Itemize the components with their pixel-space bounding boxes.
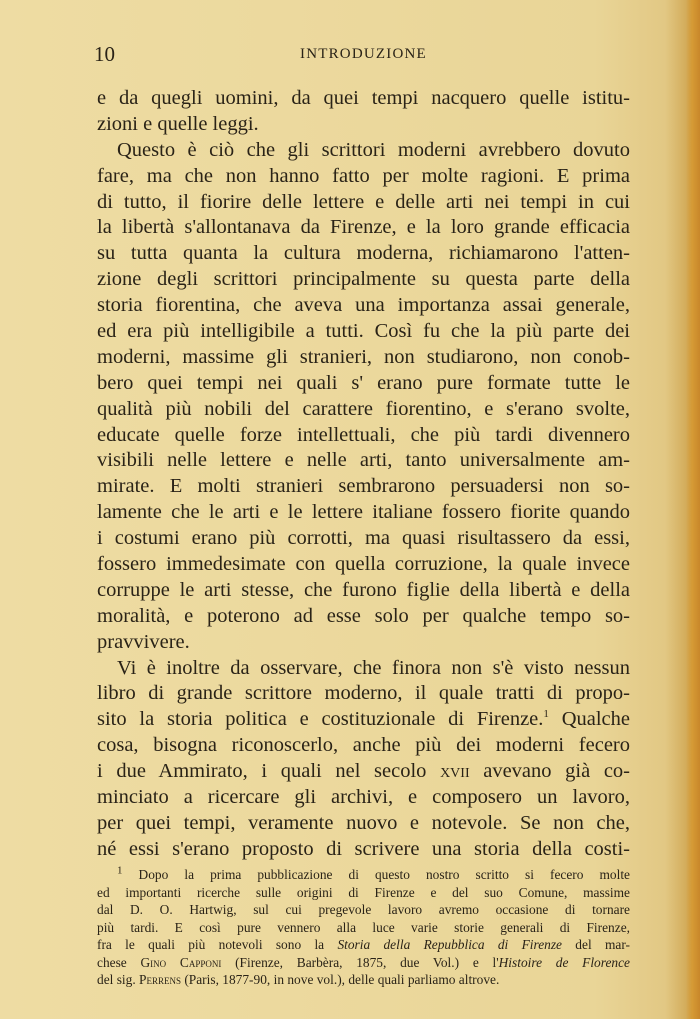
footnote-marker: 1 bbox=[543, 708, 549, 721]
footnote-text: (Firenze, Barbèra, 1875, due Vol.) e l' bbox=[221, 954, 499, 970]
text-line: moderni, massime gli stranieri, non studiarono, non conob- bbox=[97, 345, 630, 368]
text-line: zione degli scrittori principalmente su questa parte della bbox=[97, 268, 630, 291]
text-segment: avevano già co- bbox=[469, 760, 631, 783]
text-line: Vi è inoltre da osservare, che finora non s'è visto nessun bbox=[117, 656, 630, 679]
text-line: né essi s'erano proposto di scrivere una storia della costi- bbox=[97, 837, 630, 860]
text-segment: i due Ammirato, i quali nel secolo bbox=[97, 760, 427, 783]
text-line: libro di grande scrittore moderno, il quale tratti di propo- bbox=[97, 682, 630, 705]
footnote-line bbox=[97, 866, 630, 884]
book-title: Histoire de Florence bbox=[498, 954, 630, 970]
page-header bbox=[94, 42, 628, 68]
footnote-line bbox=[97, 971, 630, 989]
author-name: Gino Capponi bbox=[140, 954, 222, 970]
text-line: minciato a ricercare gli archivi, e composero un lavoro, bbox=[97, 786, 630, 809]
footnote-text: del sig. bbox=[97, 972, 140, 987]
footnote-line: ed importanti ricerche sulle origini di Firenze e del suo Comune, massime bbox=[97, 884, 630, 900]
footnote-line: dal D. O. Hartwig, sul cui pregevole lavoro avremo occasione di tornare bbox=[97, 902, 630, 917]
footnote-number: 1 bbox=[117, 864, 123, 877]
text-segment: sito la storia politica e costituzionale di Firenze. bbox=[97, 708, 544, 731]
text-line: moralità, e poterono ad esse solo per qualche tempo so- bbox=[97, 604, 630, 627]
footnote-text: del mar- bbox=[562, 937, 630, 952]
text-line: per quei tempi, veramente nuovo e notevole. Se non che, bbox=[97, 811, 630, 834]
text-line: qualità più nobili del carattere fiorentino, e s'erano svolte, bbox=[97, 397, 630, 420]
book-title: Storia della Repubblica di Firenze bbox=[337, 937, 562, 952]
footnotes bbox=[97, 866, 630, 989]
text-line-with-century bbox=[97, 759, 630, 785]
text-segment: Qualche bbox=[548, 708, 631, 731]
text-line: storia fiorentina, che aveva una importanza assai generale, bbox=[97, 294, 630, 317]
text-line: pravvivere. bbox=[97, 630, 190, 653]
text-line-with-footnote bbox=[97, 707, 630, 733]
text-line: visibili nelle lettere e nelle arti, tanto universalmente am- bbox=[97, 449, 630, 472]
page-edge-shadow bbox=[686, 0, 700, 1019]
page-number: 10 bbox=[94, 42, 115, 66]
text-line: lamente che le arti e le lettere italiane fossero fiorite quando bbox=[97, 501, 630, 524]
author-name: Perrens bbox=[139, 972, 181, 987]
text-line: zioni e quelle leggi. bbox=[97, 112, 259, 135]
text-line: i costumi erano più corrotti, ma quasi risultassero da essi, bbox=[97, 527, 630, 550]
text-line: e da quegli uomini, da quei tempi nacquero quelle istitu- bbox=[97, 87, 630, 109]
text-line: educate quelle forze intellettuali, che più tardi divennero bbox=[97, 423, 630, 446]
footnote-text: chese bbox=[97, 954, 141, 970]
footnote-text: (Paris, 1877-90, in nove vol.), delle quali parliamo altrove. bbox=[180, 972, 500, 987]
text-line: cosa, bisogna riconoscerlo, anche più dei moderni fecero bbox=[97, 734, 630, 757]
text-line: bero quei tempi nei quali s' erano pure formate tutte le bbox=[97, 371, 630, 394]
text-line: corruppe le arti stesse, che furono figlie della libertà e della bbox=[97, 578, 630, 601]
footnote-text: fra le quali più notevoli sono la bbox=[97, 937, 338, 952]
text-line: su tutta quanta la cultura moderna, richiamarono l'atten- bbox=[97, 242, 630, 265]
footnote-line: più tardi. E così pure vennero alla luce varie storie generali di Firenze, bbox=[97, 919, 630, 935]
text-line: Questo è ciò che gli scrittori moderni avrebbero dovuto bbox=[117, 138, 630, 161]
footnote-line bbox=[97, 936, 630, 954]
footnote-line bbox=[97, 954, 630, 972]
text-line: mirate. E molti stranieri sembrarono persuadersi non so- bbox=[97, 475, 630, 498]
century-numeral: xvii bbox=[440, 760, 470, 783]
text-line: fossero immedesimate con quella corruzione, la quale invece bbox=[97, 553, 630, 576]
text-line: fare, ma che non hanno fatto per molte ragioni. E prima bbox=[97, 164, 630, 187]
main-text bbox=[97, 86, 630, 863]
text-line: di tutto, il fiorire delle lettere e delle arti nei tempi in cui bbox=[97, 190, 630, 213]
text-line: la libertà s'allontanava da Firenze, e la loro grande efficacia bbox=[97, 216, 630, 239]
running-title: INTRODUZIONE bbox=[300, 46, 427, 62]
footnote-text: Dopo la prima pubblicazione di questo nostro scritto si fecero molte bbox=[122, 867, 630, 882]
text-line: ed era più intelligibile a tutti. Così fu che la più parte dei bbox=[97, 320, 630, 343]
